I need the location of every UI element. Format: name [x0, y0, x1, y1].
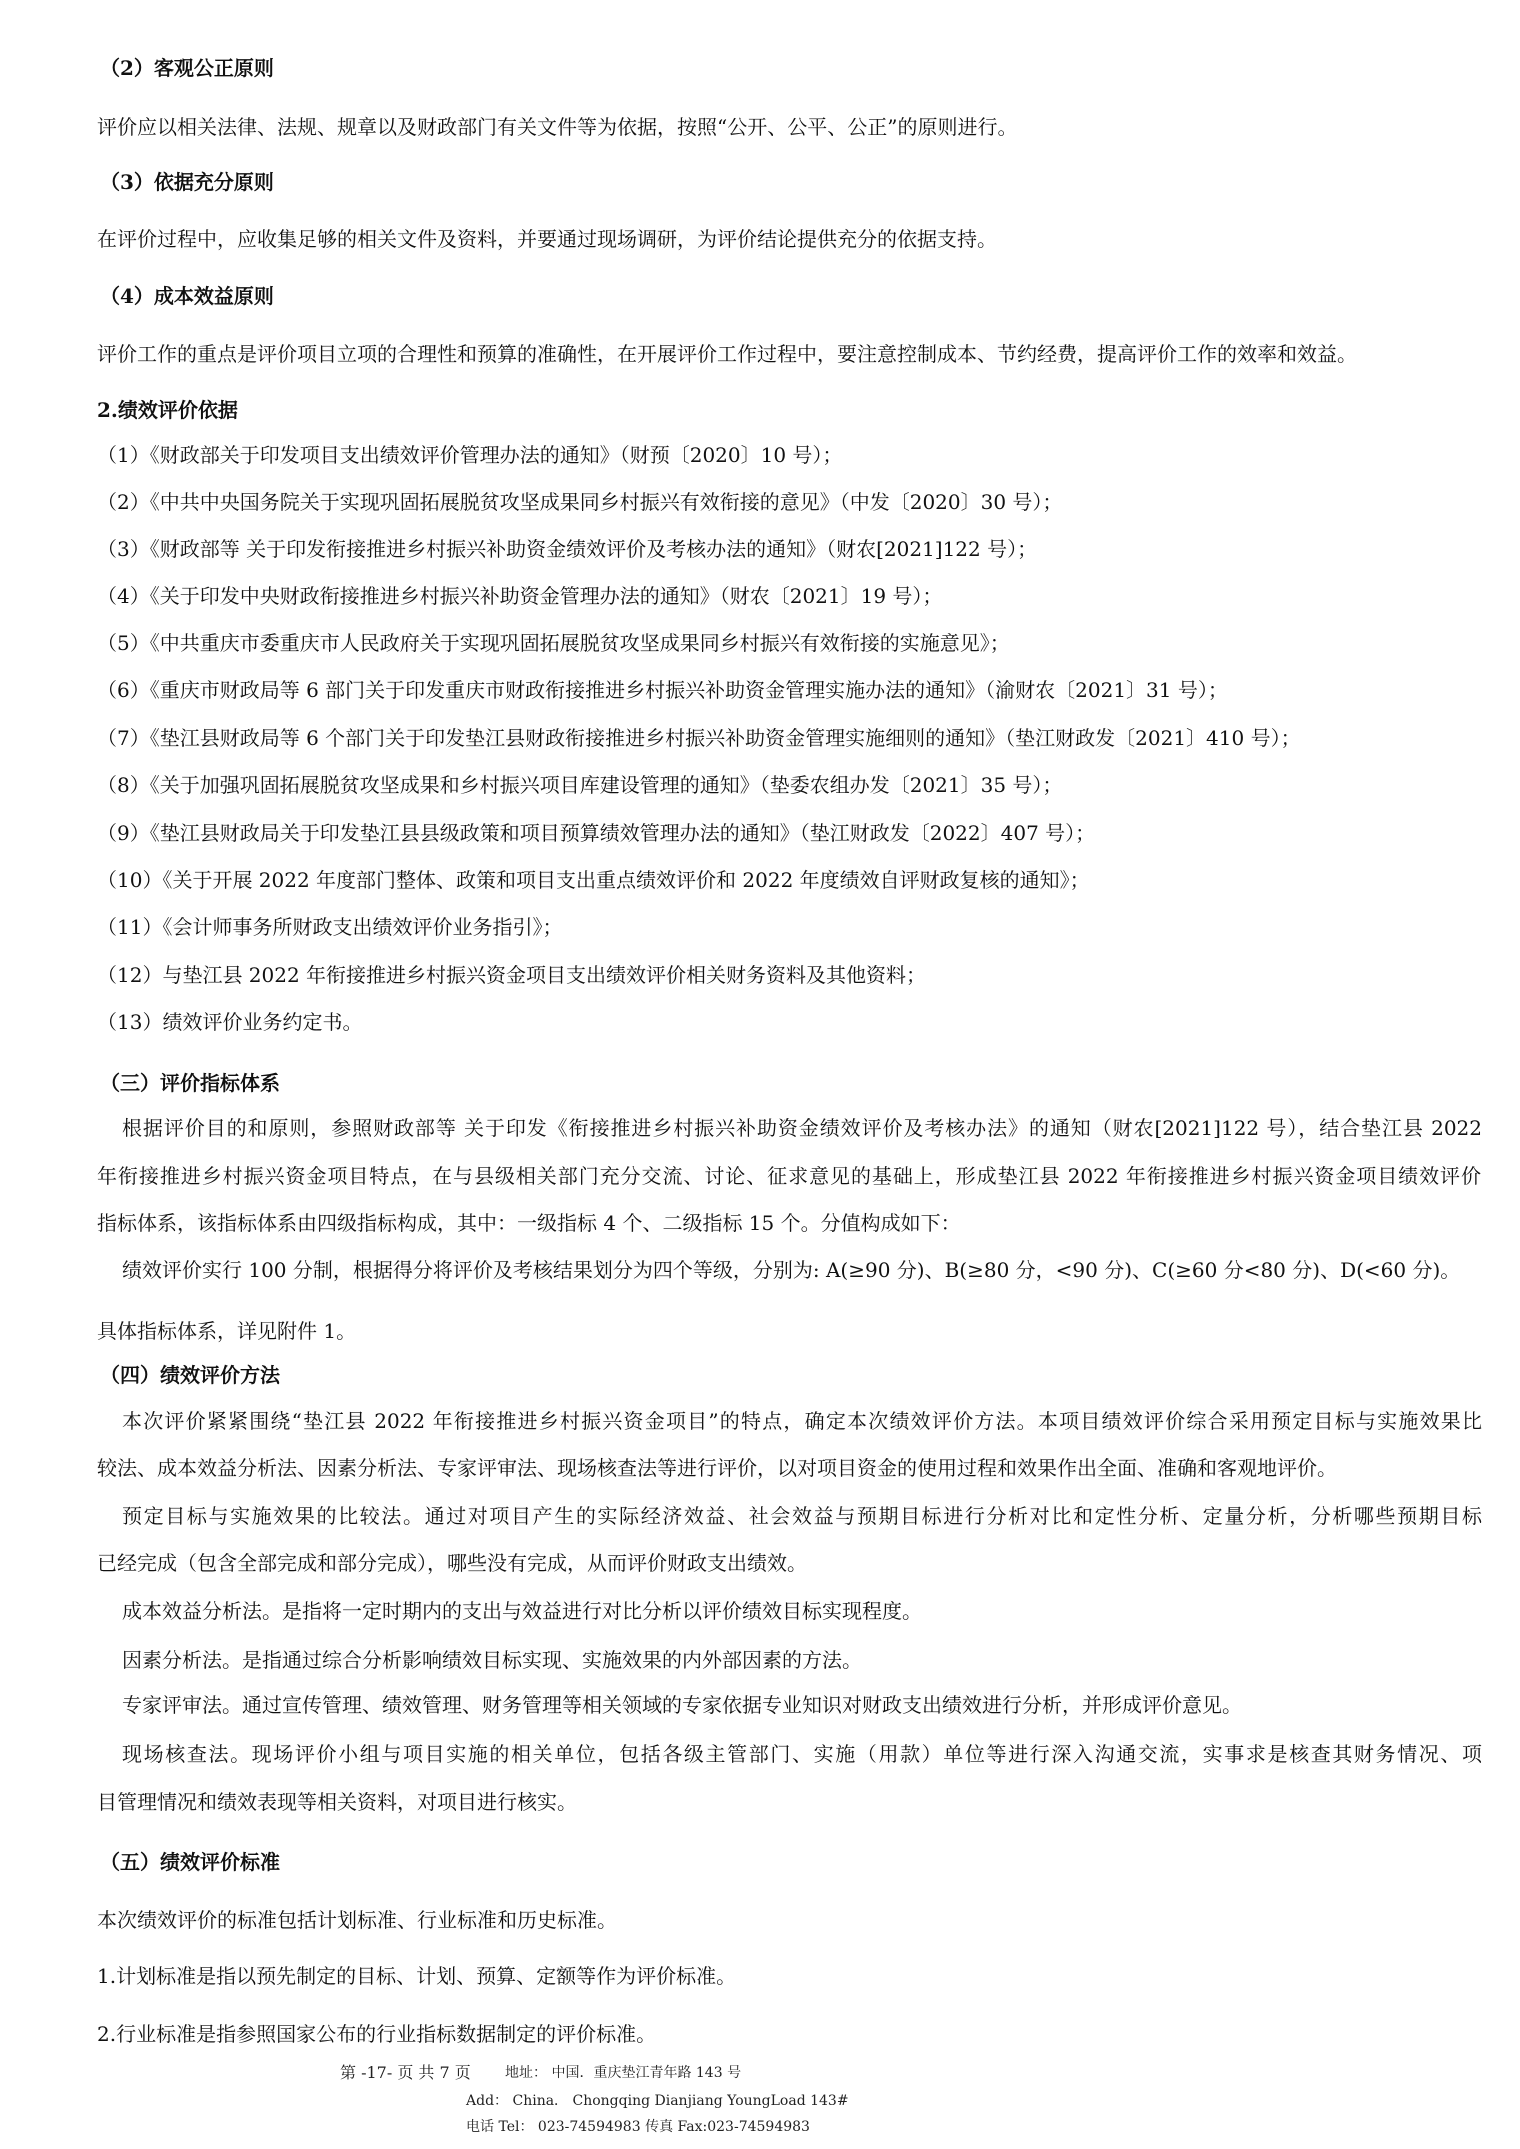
paragraph: 评价工作的重点是评价项目立项的合理性和预算的准确性，在开展评价工作过程中，要注意控制成本、节约经费，提高评价工作的效率和效益。: [97, 342, 1357, 366]
paragraph: 评价应以相关法律、法规、规章以及财政部门有关文件等为依据，按照“公开、公平、公正”的原则进行。: [97, 115, 1018, 139]
paragraph-line: 较法、成本效益分析法、因素分析法、专家评审法、现场核查法等进行评价，以对项目资金的使用过程和效果作出全面、准确和客观地评价。: [97, 1456, 1337, 1480]
heading-evaluation-basis: 2.绩效评价依据: [97, 398, 238, 422]
paragraph: 在评价过程中，应收集足够的相关文件及资料，并要通过现场调研，为评价结论提供充分的依据支持。: [97, 227, 997, 251]
heading-objective-principle: （2）客观公正原则: [100, 56, 274, 80]
method-cost-benefit: 成本效益分析法。是指将一定时期内的支出与效益进行对比分析以评价绩效目标实现程度。: [122, 1599, 922, 1623]
paragraph-line: 本次评价紧紧围绕“垫江县 2022 年衔接推进乡村振兴资金项目”的特点，确定本次绩效评价方法。本项目绩效评价综合采用预定目标与实施效果比: [122, 1409, 1482, 1433]
heading-evaluation-methods: （四）绩效评价方法: [100, 1363, 280, 1387]
paragraph-line: 目管理情况和绩效表现等相关资料，对项目进行核实。: [97, 1790, 577, 1814]
grading-text: 绩效评价实行 100 分制，根据得分将评价及考核结果划分为四个等级，分别为: A(≥90 分)、B(≥80 分，<90 分)、C(≥60 分<80 分)、D(<60 分)。: [122, 1258, 1461, 1282]
basis-item: （11）《会计师事务所财政支出绩效评价业务指引》；: [97, 915, 563, 939]
basis-item: （4）《关于印发中央财政衔接推进乡村振兴补助资金管理办法的通知》（财农〔2021〕19 号）；: [97, 584, 943, 608]
basis-item: （7）《垫江县财政局等 6 个部门关于印发垫江县财政衔接推进乡村振兴补助资金管理实施细则的通知》（垫江财政发〔2021〕410 号）；: [97, 726, 1301, 750]
basis-item: （9）《垫江县财政局关于印发垫江县县级政策和项目预算绩效管理办法的通知》（垫江财政发〔2022〕407 号）；: [97, 821, 1096, 845]
paragraph-line: 预定目标与实施效果的比较法。通过对项目产生的实际经济效益、社会效益与预期目标进行分析对比和定性分析、定量分析，分析哪些预期目标: [122, 1504, 1482, 1528]
basis-item: （8）《关于加强巩固拓展脱贫攻坚成果和乡村振兴项目库建设管理的通知》（垫委农组办发〔2021〕35 号）；: [97, 773, 1063, 797]
basis-item: （5）《中共重庆市委重庆市人民政府关于实现巩固拓展脱贫攻坚成果同乡村振兴有效衔接的实施意见》；: [97, 631, 1010, 655]
heading-sufficient-basis: （3）依据充分原则: [100, 170, 274, 194]
method-factor: 因素分析法。是指通过综合分析影响绩效目标实现、实施效果的内外部因素的方法。: [122, 1648, 862, 1672]
basis-item: （10）《关于开展 2022 年度部门整体、政策和项目支出重点绩效评价和 2022 年度绩效自评财政复核的通知》；: [97, 868, 1090, 892]
footer-address-en: Add： China． Chongqing Dianjiang YoungLoad 143#: [466, 2093, 849, 2109]
basis-item: （13）绩效评价业务约定书。: [97, 1010, 363, 1034]
method-expert: 专家评审法。通过宣传管理、绩效管理、财务管理等相关领域的专家依据专业知识对财政支出绩效进行分析，并形成评价意见。: [122, 1693, 1242, 1717]
standards-intro: 本次绩效评价的标准包括计划标准、行业标准和历史标准。: [97, 1908, 617, 1932]
paragraph-line: 已经完成（包含全部完成和部分完成），哪些没有完成，从而评价财政支出绩效。: [97, 1551, 807, 1575]
heading-indicator-system: （三）评价指标体系: [100, 1071, 280, 1095]
basis-item: （6）《重庆市财政局等 6 部门关于印发重庆市财政衔接推进乡村振兴补助资金管理实施办法的通知》（渝财农〔2021〕31 号）；: [97, 678, 1228, 702]
basis-item: （2）《中共中央国务院关于实现巩固拓展脱贫攻坚成果同乡村振兴有效衔接的意见》（中发〔2020〕30 号）；: [97, 490, 1063, 514]
paragraph-line: 指标体系，该指标体系由四级指标构成，其中：一级指标 4 个、二级指标 15 个。分值构成如下：: [97, 1211, 961, 1235]
footer-phone: 电话 Tel： 023-74594983 传真 Fax:023-74594983: [466, 2119, 810, 2135]
basis-item: （12）与垫江县 2022 年衔接推进乡村振兴资金项目支出绩效评价相关财务资料及其他资料；: [97, 963, 927, 987]
standard-industry: 2.行业标准是指参照国家公布的行业指标数据制定的评价标准。: [97, 2022, 657, 2046]
paragraph-line: 年衔接推进乡村振兴资金项目特点，在与县级相关部门充分交流、讨论、征求意见的基础上，形成垫江县 2022 年衔接推进乡村振兴资金项目绩效评价: [97, 1164, 1481, 1188]
basis-item: （1）《财政部关于印发项目支出绩效评价管理办法的通知》（财预〔2020〕10 号）；: [97, 443, 843, 467]
basis-item: （3）《财政部等 关于印发衔接推进乡村振兴补助资金绩效评价及考核办法的通知》（财农[2021]122 号）；: [97, 537, 1038, 561]
detail-text: 具体指标体系，详见附件 1。: [97, 1319, 357, 1343]
heading-evaluation-standards: （五）绩效评价标准: [100, 1850, 280, 1874]
heading-cost-benefit: （4）成本效益原则: [100, 284, 274, 308]
standard-plan: 1.计划标准是指以预先制定的目标、计划、预算、定额等作为评价标准。: [97, 1964, 737, 1988]
paragraph-line: 现场核查法。现场评价小组与项目实施的相关单位，包括各级主管部门、实施（用款）单位等进行深入沟通交流，实事求是核查其财务情况、项: [122, 1742, 1482, 1766]
paragraph-line: 根据评价目的和原则，参照财政部等 关于印发《衔接推进乡村振兴补助资金绩效评价及考核办法》的通知（财农[2021]122 号），结合垫江县 2022: [122, 1116, 1482, 1140]
page-number: 第 -17- 页 共 7 页: [340, 2063, 471, 2082]
footer-address-cn: 地址： 中国．重庆垫江青年路 143 号: [505, 2065, 742, 2081]
